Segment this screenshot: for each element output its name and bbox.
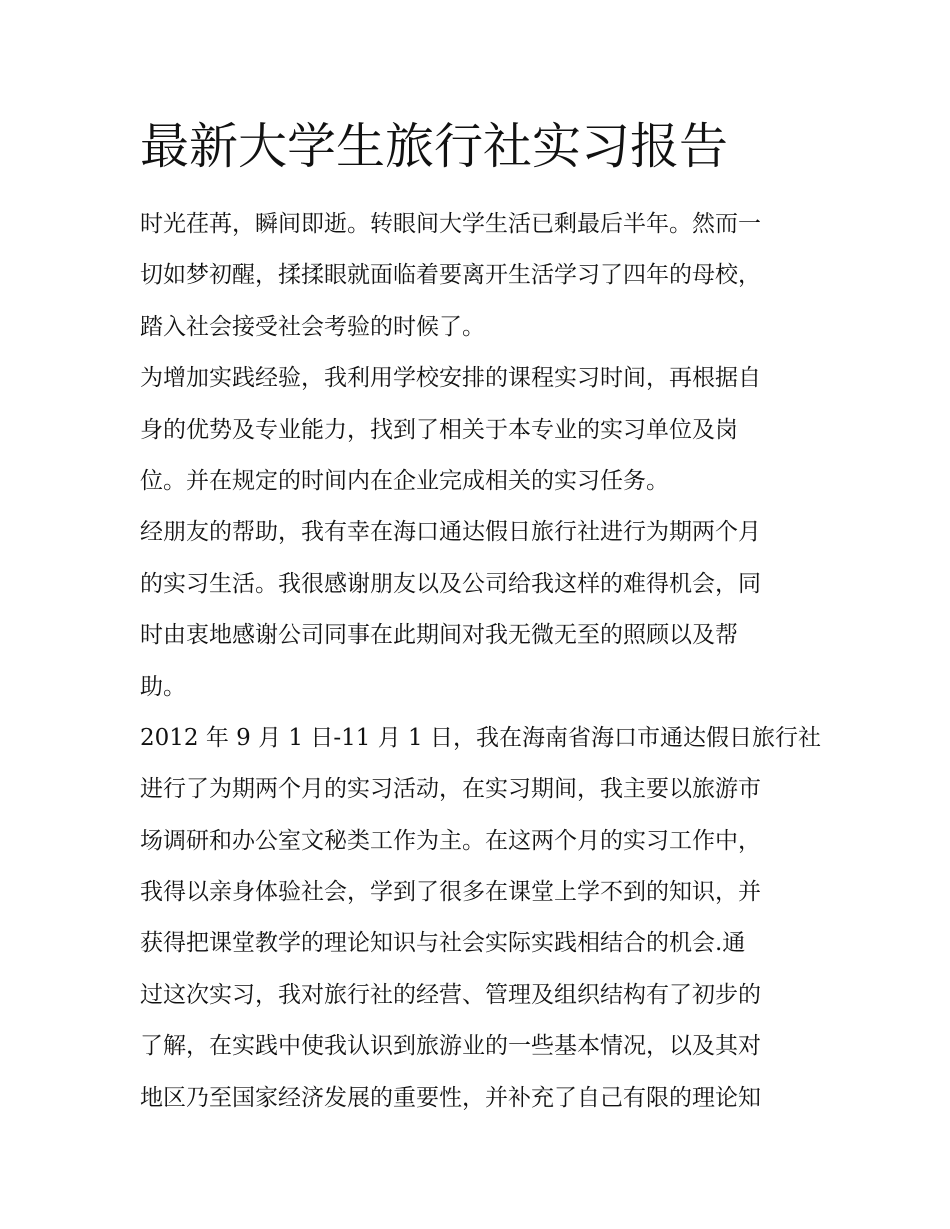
text-line-13: 场调研和办公室文秘类工作为主。在这两个月的实习工作中， bbox=[140, 827, 761, 854]
text-line-18: 地区乃至国家经济发展的重要性，并补充了自己有限的理论知 bbox=[140, 1084, 761, 1111]
text-line-10: 助。 bbox=[140, 673, 186, 700]
text-line-2: 切如梦初醒，揉揉眼就面临着要离开生活学习了四年的母校， bbox=[140, 262, 761, 289]
text-line-1: 时光荏苒，瞬间即逝。转眼间大学生活已剩最后半年。然而一 bbox=[140, 211, 761, 237]
text-line-8: 的实习生活。我很感谢朋友以及公司给我这样的难得机会，同 bbox=[140, 570, 761, 597]
text-line-16: 过这次实习，我对旅行社的经营、管理及组织结构有了初步的 bbox=[140, 981, 761, 1008]
text-line-11: 2012 年 9 月 1 日-11 月 1 日，我在海南省海口市通达假日旅行社 bbox=[140, 724, 821, 751]
text-line-9: 时由衷地感谢公司同事在此期间对我无微无至的照顾以及帮 bbox=[140, 622, 738, 649]
document-title: 最新大学生旅行社实习报告 bbox=[140, 118, 729, 175]
text-line-6: 位。并在规定的时间内在企业完成相关的实习任务。 bbox=[140, 467, 669, 494]
text-line-14: 我得以亲身体验社会，学到了很多在课堂上学不到的知识，并 bbox=[140, 879, 761, 906]
text-line-12: 进行了为期两个月的实习活动，在实习期间，我主要以旅游市 bbox=[140, 776, 761, 803]
text-line-17: 了解，在实践中使我认识到旅游业的一些基本情况，以及其对 bbox=[140, 1033, 761, 1060]
text-line-4: 为增加实践经验，我利用学校安排的课程实习时间，再根据自 bbox=[140, 365, 761, 392]
text-line-7: 经朋友的帮助，我有幸在海口通达假日旅行社进行为期两个月 bbox=[140, 519, 761, 546]
text-line-15: 获得把课堂教学的理论知识与社会实际实践相结合的机会.通 bbox=[140, 930, 746, 957]
text-line-3: 踏入社会接受社会考验的时候了。 bbox=[140, 313, 485, 340]
document-body bbox=[140, 199, 821, 1124]
text-line-5: 身的优势及专业能力，找到了相关于本专业的实习单位及岗 bbox=[140, 416, 738, 443]
